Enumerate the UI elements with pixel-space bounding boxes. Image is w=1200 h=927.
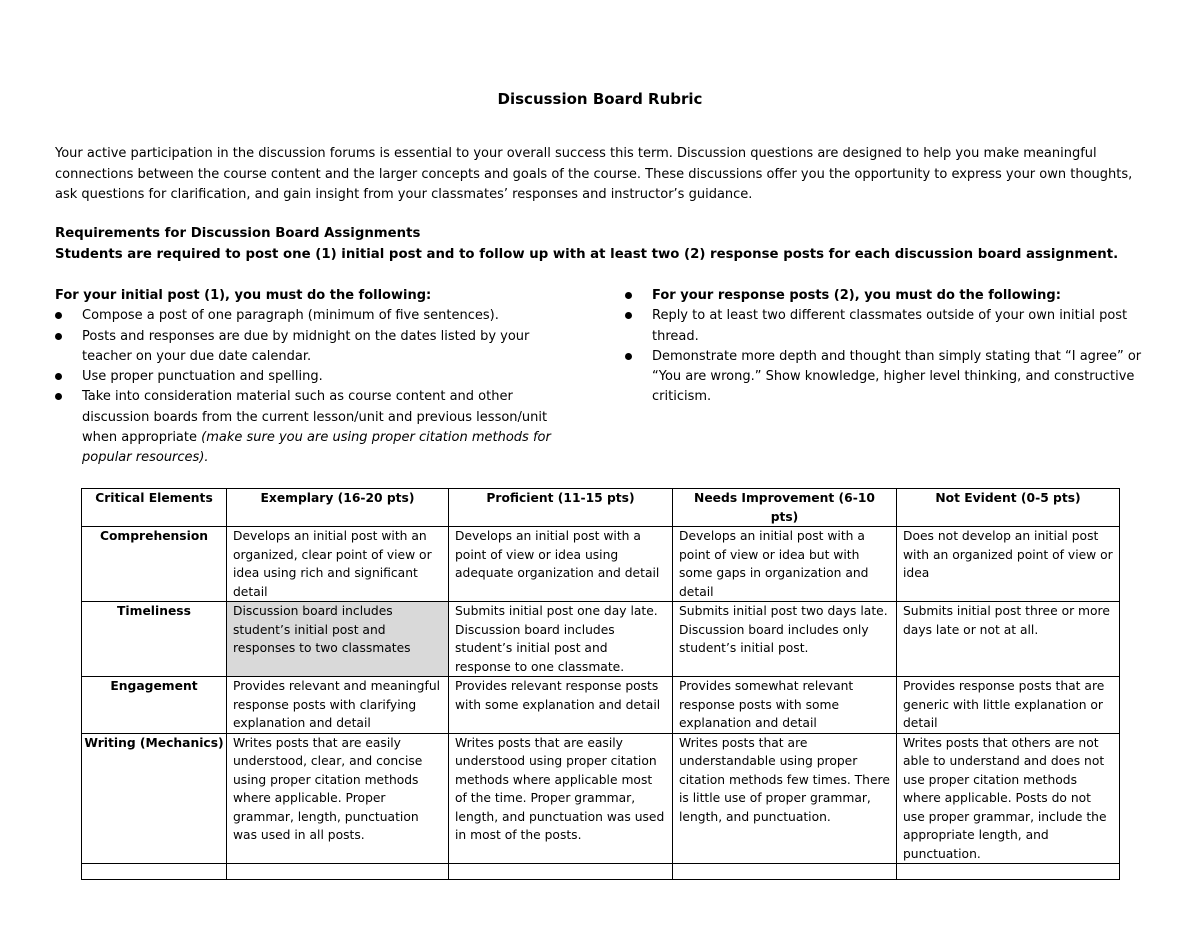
- bullet-icon: [625, 312, 632, 319]
- column-header: Proficient (11-15 pts): [449, 489, 673, 527]
- bullet-icon: [55, 312, 62, 319]
- table-row: [82, 733, 1120, 864]
- bullet-icon: [625, 292, 632, 299]
- table-cell: Submits initial post two days late. Discussion board includes only student’s initial post.: [673, 602, 897, 677]
- critical-element-cell: Comprehension: [82, 527, 227, 602]
- response-post-heading: For your response posts (2), you must do the following:: [625, 286, 1150, 306]
- table-cell: Writes posts that are easily understood using proper citation methods where applicable most of the time. Proper grammar, length, and punctuation was used in most of the posts.: [449, 733, 673, 864]
- table-cell: Develops an initial post with a point of view or idea but with some gaps in organization and detail: [673, 527, 897, 602]
- table-cell: Writes posts that are easily understood, clear, and concise using proper citation methods where applicable. Proper grammar, length, punctuation was used in all posts.: [227, 733, 449, 864]
- table-cell: Submits initial post one day late. Discussion board includes student’s initial post and response to one classmate.: [449, 602, 673, 677]
- table-header-row: [82, 489, 1120, 527]
- list-item: Take into consideration material such as course content and other discussion boards from the current lesson/unit and previous lesson/unit when appropriate (make sure you are using proper citation methods for popular resources).: [55, 387, 575, 468]
- empty-table-row: [82, 864, 1120, 880]
- critical-element-cell: Timeliness: [82, 602, 227, 677]
- response-post-list: [625, 286, 1150, 408]
- bullet-icon: [625, 353, 632, 360]
- table-cell: Does not develop an initial post with an organized point of view or idea: [897, 527, 1120, 602]
- initial-post-requirements: [55, 286, 575, 469]
- list-item: Reply to at least two different classmates outside of your own initial post thread.: [625, 306, 1150, 347]
- response-post-requirements: [625, 286, 1150, 408]
- requirements-text: Students are required to post one (1) initial post and to follow up with at least two (2) response posts for each discussion board assignment.: [55, 246, 1119, 262]
- column-header: Not Evident (0-5 pts): [897, 489, 1120, 527]
- table-cell-shaded: Discussion board includes student’s initial post and responses to two classmates: [227, 602, 449, 677]
- table-cell: [897, 864, 1120, 880]
- table-cell: Develops an initial post with an organized, clear point of view or idea using rich and significant detail: [227, 527, 449, 602]
- bullet-icon: [55, 373, 62, 380]
- critical-element-cell: Engagement: [82, 677, 227, 734]
- table-cell: Writes posts that are understandable using proper citation methods few times. There is little use of proper grammar, length, and punctuation.: [673, 733, 897, 864]
- column-header: Needs Improvement (6-10 pts): [673, 489, 897, 527]
- table-cell: [227, 864, 449, 880]
- table-cell: Provides somewhat relevant response posts with some explanation and detail: [673, 677, 897, 734]
- citation-note: (make sure you are using proper citation methods for popular resources).: [82, 430, 551, 466]
- table-row: [82, 602, 1120, 677]
- initial-post-heading: For your initial post (1), you must do the following:: [55, 288, 432, 303]
- table-cell: Writes posts that others are not able to understand and does not use proper citation methods where applicable. Posts do not use proper grammar, include the appropriate length, and punctuation.: [897, 733, 1120, 864]
- initial-post-list: [55, 306, 575, 468]
- table-row: [82, 527, 1120, 602]
- table-cell: Develops an initial post with a point of view or idea using adequate organization and detail: [449, 527, 673, 602]
- page-title: Discussion Board Rubric: [497, 90, 703, 108]
- list-item: Compose a post of one paragraph (minimum of five sentences).: [55, 306, 575, 326]
- table-cell: Provides relevant response posts with some explanation and detail: [449, 677, 673, 734]
- requirements-heading: Requirements for Discussion Board Assignments: [55, 226, 421, 241]
- list-item: Demonstrate more depth and thought than simply stating that “I agree” or “You are wrong.” Show knowledge, higher level thinking, and constructive criticism.: [625, 347, 1150, 408]
- table-cell: [673, 864, 897, 880]
- column-header: Exemplary (16-20 pts): [227, 489, 449, 527]
- critical-element-cell: Writing (Mechanics): [82, 733, 227, 864]
- table-cell: Submits initial post three or more days late or not at all.: [897, 602, 1120, 677]
- rubric-table: [81, 488, 1120, 880]
- table-cell: Provides relevant and meaningful response posts with clarifying explanation and detail: [227, 677, 449, 734]
- bullet-icon: [55, 393, 62, 400]
- table-row: [82, 677, 1120, 734]
- list-item: Use proper punctuation and spelling.: [55, 367, 575, 387]
- column-header: Critical Elements: [82, 489, 227, 527]
- bullet-icon: [55, 333, 62, 340]
- table-cell: [82, 864, 227, 880]
- intro-paragraph: Your active participation in the discussion forums is essential to your overall success this term. Discussion questions are designed to help you make meaningful connections between the course content and the larger concepts and goals of the course. These discussions offer you the opportunity to express your own thoughts, ask questions for clarification, and gain insight from your classmates’ responses and instructor’s guidance.: [55, 146, 1133, 202]
- table-cell: Provides response posts that are generic with little explanation or detail: [897, 677, 1120, 734]
- requirements-section: [55, 224, 1155, 265]
- table-cell: [449, 864, 673, 880]
- list-item: Posts and responses are due by midnight on the dates listed by your teacher on your due date calendar.: [55, 327, 575, 368]
